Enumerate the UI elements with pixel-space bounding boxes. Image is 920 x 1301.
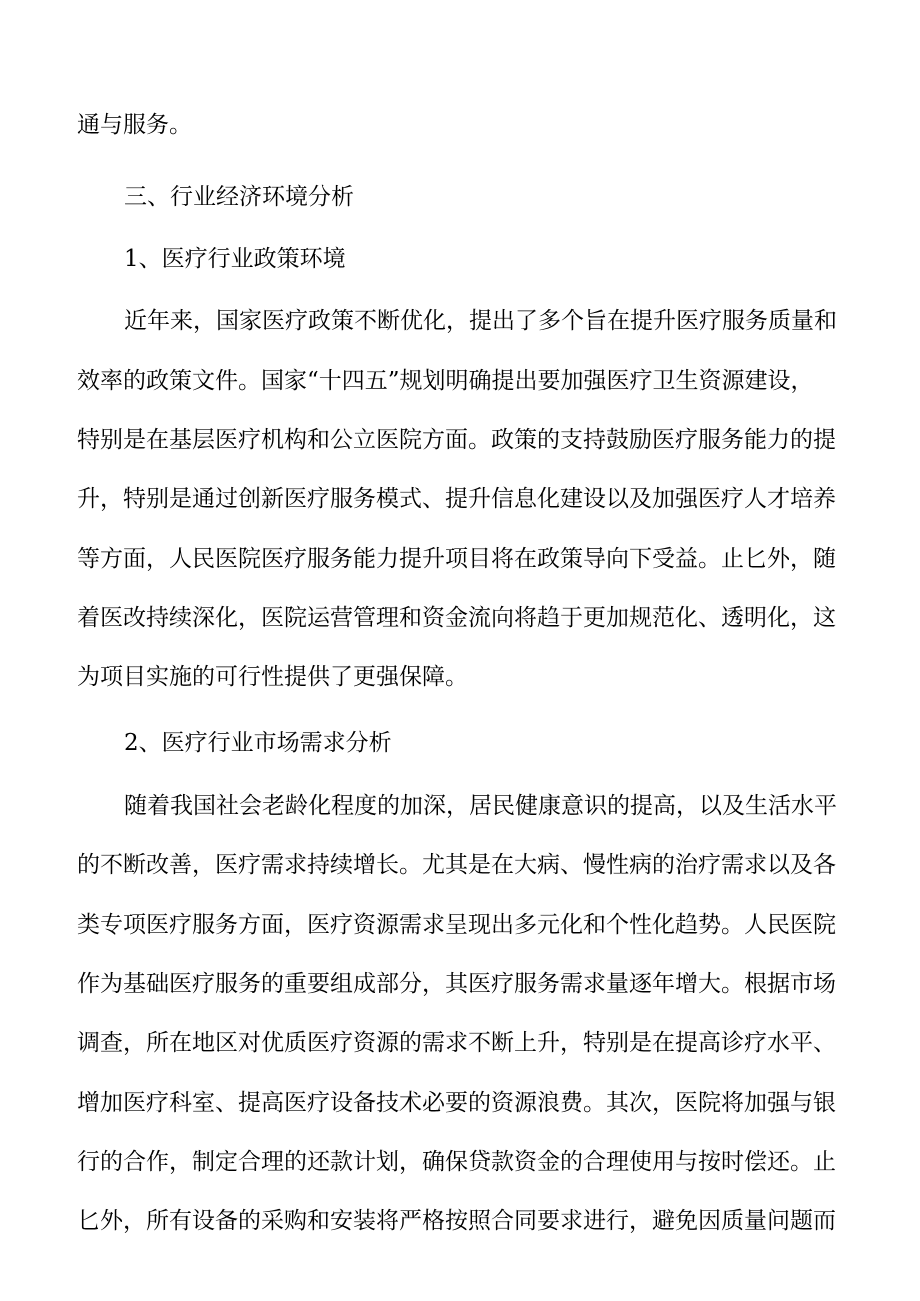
paragraph-line: 增加医疗科室、提高医疗设备技术必要的资源浪费。其次，医院将加强与银 xyxy=(77,1090,836,1116)
paragraph-line: 近年来，国家医疗政策不断优化，提出了多个旨在提升医疗服务质量和 xyxy=(124,308,837,334)
paragraph-line: 升，特别是通过创新医疗服务模式、提升信息化建设以及加强医疗人才培养 xyxy=(77,486,836,512)
paragraph-line: 随着我国社会老龄化程度的加深，居民健康意识的提高，以及生活水平 xyxy=(124,793,837,819)
paragraph-line: 效率的政策文件。国家“十四五”规划明确提出要加强医疗卫生资源建设， xyxy=(77,368,814,394)
section-heading: 三、行业经济环境分析 xyxy=(124,184,354,210)
paragraph-line: 等方面，人民医院医疗服务能力提升项目将在政策导向下受益。止匕外，随 xyxy=(77,546,836,572)
paragraph-line: 匕外，所有设备的采购和安装将严格按照合同要求进行，避免因质量问题而 xyxy=(77,1208,836,1234)
paragraph-line: 调查，所在地区对优质医疗资源的需求不断上升，特别是在提高诊疗水平、 xyxy=(77,1030,836,1056)
paragraph-line: 为项目实施的可行性提供了更强保障。 xyxy=(77,664,468,690)
paragraph-line: 的不断改善，医疗需求持续增长。尤其是在大病、慢性病的治疗需求以及各 xyxy=(77,852,836,878)
subsection-heading-demand: 2、医疗行业市场需求分析 xyxy=(124,730,392,756)
subsection-heading-policy: 1、医疗行业政策环境 xyxy=(124,246,346,272)
paragraph-line: 特别是在基层医疗机构和公立医院方面。政策的支持鼓励医疗服务能力的提 xyxy=(77,427,836,453)
paragraph-line: 作为基础医疗服务的重要组成部分，其医疗服务需求量逐年增大。根据市场 xyxy=(77,971,836,997)
paragraph-line: 行的合作，制定合理的还款计划，确保贷款资金的合理使用与按时偿还。止 xyxy=(77,1149,836,1175)
paragraph-line: 着医改持续深化，医院运营管理和资金流向将趋于更加规范化、透明化，这 xyxy=(77,605,836,631)
paragraph-tail-line: 通与服务。 xyxy=(77,112,192,138)
paragraph-line: 类专项医疗服务方面，医疗资源需求呈现出多元化和个性化趋势。人民医院 xyxy=(77,912,836,938)
